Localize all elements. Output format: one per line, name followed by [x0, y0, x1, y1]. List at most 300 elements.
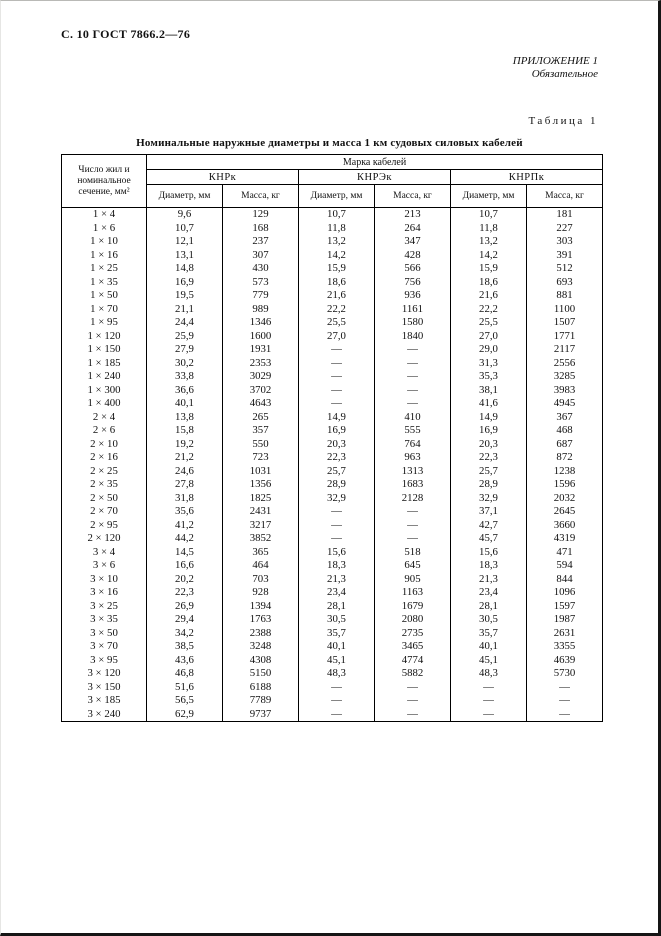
- cell-mass: 213: [375, 208, 451, 222]
- cell-diameter: 13,1: [147, 249, 223, 263]
- cell-mass: 1580: [375, 316, 451, 330]
- cell-cores-section: 3 × 185: [62, 694, 147, 708]
- cell-diameter: 16,9: [147, 276, 223, 290]
- cell-mass: 687: [527, 438, 603, 452]
- cell-cores-section: 2 × 4: [62, 411, 147, 425]
- cell-diameter: 13,2: [299, 235, 375, 249]
- table-row: [62, 289, 603, 303]
- cell-mass: 264: [375, 222, 451, 236]
- cell-mass: 7789: [223, 694, 299, 708]
- cell-mass: 1238: [527, 465, 603, 479]
- table-row: [62, 532, 603, 546]
- cell-diameter: 35,7: [451, 627, 527, 641]
- cell-mass: —: [375, 343, 451, 357]
- cell-diameter: 46,8: [147, 667, 223, 681]
- header-diameter-knrpk: Диаметр, мм: [451, 185, 527, 208]
- table-row: [62, 478, 603, 492]
- table-row: [62, 694, 603, 708]
- cell-mass: 168: [223, 222, 299, 236]
- cell-mass: 410: [375, 411, 451, 425]
- table-row: [62, 573, 603, 587]
- cell-mass: 936: [375, 289, 451, 303]
- cell-mass: —: [375, 397, 451, 411]
- cell-diameter: 11,8: [299, 222, 375, 236]
- cell-mass: —: [375, 519, 451, 533]
- table-row: [62, 546, 603, 560]
- cell-diameter: 21,6: [299, 289, 375, 303]
- cell-mass: 928: [223, 586, 299, 600]
- cell-mass: 1346: [223, 316, 299, 330]
- header-brand-group: Марка кабелей: [147, 155, 603, 170]
- cell-diameter: 22,3: [451, 451, 527, 465]
- cell-mass: 3660: [527, 519, 603, 533]
- cell-mass: 430: [223, 262, 299, 276]
- cable-data-table: [61, 154, 603, 722]
- cell-cores-section: 2 × 70: [62, 505, 147, 519]
- cell-diameter: 48,3: [299, 667, 375, 681]
- cell-cores-section: 1 × 35: [62, 276, 147, 290]
- header-mass-knrpk: Масса, кг: [527, 185, 603, 208]
- cell-mass: —: [527, 708, 603, 722]
- cell-diameter: 33,8: [147, 370, 223, 384]
- cell-mass: —: [375, 532, 451, 546]
- cell-mass: —: [375, 357, 451, 371]
- cell-mass: 2032: [527, 492, 603, 506]
- table-row: [62, 276, 603, 290]
- cell-diameter: 14,2: [299, 249, 375, 263]
- cell-diameter: 27,0: [299, 330, 375, 344]
- cell-cores-section: 2 × 35: [62, 478, 147, 492]
- cell-diameter: 14,9: [451, 411, 527, 425]
- cell-mass: —: [375, 370, 451, 384]
- cell-mass: 2645: [527, 505, 603, 519]
- table-row: [62, 303, 603, 317]
- table-row: [62, 505, 603, 519]
- table-row: [62, 613, 603, 627]
- cell-diameter: 25,7: [299, 465, 375, 479]
- cell-diameter: 13,8: [147, 411, 223, 425]
- cell-diameter: 15,6: [299, 546, 375, 560]
- cell-diameter: 22,2: [451, 303, 527, 317]
- cell-mass: 756: [375, 276, 451, 290]
- cell-diameter: 29,4: [147, 613, 223, 627]
- cell-cores-section: 3 × 6: [62, 559, 147, 573]
- cell-diameter: 19,5: [147, 289, 223, 303]
- cell-mass: 3355: [527, 640, 603, 654]
- cell-diameter: 16,9: [451, 424, 527, 438]
- header-row-group: [62, 155, 603, 170]
- cell-mass: 518: [375, 546, 451, 560]
- cell-mass: 471: [527, 546, 603, 560]
- cell-cores-section: 1 × 240: [62, 370, 147, 384]
- cell-cores-section: 3 × 10: [62, 573, 147, 587]
- cell-mass: 550: [223, 438, 299, 452]
- table-row: [62, 357, 603, 371]
- cell-mass: 905: [375, 573, 451, 587]
- cell-diameter: 35,7: [299, 627, 375, 641]
- cell-mass: 594: [527, 559, 603, 573]
- cell-mass: 566: [375, 262, 451, 276]
- cell-mass: 1163: [375, 586, 451, 600]
- table-row: [62, 330, 603, 344]
- cell-mass: 512: [527, 262, 603, 276]
- cell-mass: 6188: [223, 681, 299, 695]
- cell-diameter: 41,6: [451, 397, 527, 411]
- cell-cores-section: 2 × 16: [62, 451, 147, 465]
- cell-diameter: 56,5: [147, 694, 223, 708]
- cell-mass: 4945: [527, 397, 603, 411]
- cell-mass: 357: [223, 424, 299, 438]
- cell-cores-section: 3 × 16: [62, 586, 147, 600]
- cell-diameter: 38,5: [147, 640, 223, 654]
- cell-mass: 872: [527, 451, 603, 465]
- cell-mass: 1507: [527, 316, 603, 330]
- cell-cores-section: 1 × 300: [62, 384, 147, 398]
- cell-diameter: 26,9: [147, 600, 223, 614]
- cell-diameter: 31,3: [451, 357, 527, 371]
- cell-cores-section: 2 × 95: [62, 519, 147, 533]
- cell-mass: 391: [527, 249, 603, 263]
- cell-mass: 4319: [527, 532, 603, 546]
- cell-diameter: —: [299, 370, 375, 384]
- cell-diameter: 15,9: [451, 262, 527, 276]
- cell-diameter: 42,7: [451, 519, 527, 533]
- cell-cores-section: 3 × 50: [62, 627, 147, 641]
- cell-mass: 764: [375, 438, 451, 452]
- header-mass-knrk: Масса, кг: [223, 185, 299, 208]
- cell-mass: —: [527, 681, 603, 695]
- cell-diameter: 20,2: [147, 573, 223, 587]
- cell-diameter: 45,1: [299, 654, 375, 668]
- cell-mass: 693: [527, 276, 603, 290]
- cell-mass: 1771: [527, 330, 603, 344]
- cell-diameter: 21,3: [451, 573, 527, 587]
- header-mass-knrek: Масса, кг: [375, 185, 451, 208]
- table-row: [62, 654, 603, 668]
- cell-mass: 703: [223, 573, 299, 587]
- table-row: [62, 586, 603, 600]
- cell-diameter: 40,1: [451, 640, 527, 654]
- cell-mass: 844: [527, 573, 603, 587]
- cell-cores-section: 1 × 25: [62, 262, 147, 276]
- cell-mass: 1825: [223, 492, 299, 506]
- cell-mass: 2353: [223, 357, 299, 371]
- cell-diameter: 28,1: [451, 600, 527, 614]
- annex-block: [513, 55, 598, 80]
- cell-diameter: 44,2: [147, 532, 223, 546]
- cell-mass: 307: [223, 249, 299, 263]
- cell-mass: 2556: [527, 357, 603, 371]
- cell-diameter: 37,1: [451, 505, 527, 519]
- cell-diameter: 35,6: [147, 505, 223, 519]
- cell-cores-section: 1 × 16: [62, 249, 147, 263]
- table-row: [62, 667, 603, 681]
- cell-mass: 4639: [527, 654, 603, 668]
- cell-mass: 4774: [375, 654, 451, 668]
- cell-diameter: 25,5: [451, 316, 527, 330]
- cell-mass: 468: [527, 424, 603, 438]
- cell-mass: 1031: [223, 465, 299, 479]
- cell-cores-section: 1 × 185: [62, 357, 147, 371]
- cell-diameter: 21,3: [299, 573, 375, 587]
- cell-mass: 2431: [223, 505, 299, 519]
- cell-diameter: 21,6: [451, 289, 527, 303]
- cell-diameter: 18,3: [299, 559, 375, 573]
- cell-mass: 1600: [223, 330, 299, 344]
- cell-diameter: 21,2: [147, 451, 223, 465]
- cell-mass: 303: [527, 235, 603, 249]
- cell-diameter: 24,4: [147, 316, 223, 330]
- cell-diameter: 10,7: [451, 208, 527, 222]
- cell-diameter: 43,6: [147, 654, 223, 668]
- cell-diameter: 41,2: [147, 519, 223, 533]
- table-title: Номинальные наружные диаметры и масса 1 км судовых силовых кабелей: [136, 137, 523, 149]
- cell-mass: 881: [527, 289, 603, 303]
- cell-diameter: 40,1: [147, 397, 223, 411]
- cell-diameter: 14,2: [451, 249, 527, 263]
- cell-cores-section: 1 × 120: [62, 330, 147, 344]
- cell-diameter: 14,9: [299, 411, 375, 425]
- cell-diameter: 38,1: [451, 384, 527, 398]
- cell-cores-section: 1 × 95: [62, 316, 147, 330]
- cell-mass: 129: [223, 208, 299, 222]
- table-row: [62, 208, 603, 222]
- cell-mass: 3217: [223, 519, 299, 533]
- cell-cores-section: 3 × 120: [62, 667, 147, 681]
- cell-diameter: 18,6: [299, 276, 375, 290]
- table-row: [62, 343, 603, 357]
- cell-mass: 3702: [223, 384, 299, 398]
- table-body: [62, 208, 603, 722]
- table-row: [62, 249, 603, 263]
- cell-diameter: —: [451, 681, 527, 695]
- cell-diameter: 28,1: [299, 600, 375, 614]
- cell-diameter: 25,9: [147, 330, 223, 344]
- cell-mass: 265: [223, 411, 299, 425]
- table-row: [62, 397, 603, 411]
- cell-diameter: 22,3: [147, 586, 223, 600]
- cell-diameter: 25,5: [299, 316, 375, 330]
- cell-diameter: —: [299, 708, 375, 722]
- cell-cores-section: 1 × 50: [62, 289, 147, 303]
- cell-diameter: 18,3: [451, 559, 527, 573]
- cell-diameter: 48,3: [451, 667, 527, 681]
- cell-diameter: 34,2: [147, 627, 223, 641]
- header-brand-knrk: КНРк: [147, 170, 299, 185]
- cell-diameter: —: [299, 343, 375, 357]
- cell-mass: 5882: [375, 667, 451, 681]
- cell-mass: 963: [375, 451, 451, 465]
- cell-diameter: 36,6: [147, 384, 223, 398]
- cell-mass: 1161: [375, 303, 451, 317]
- cell-diameter: 29,0: [451, 343, 527, 357]
- cell-diameter: —: [299, 357, 375, 371]
- cell-diameter: —: [299, 397, 375, 411]
- cell-diameter: —: [299, 694, 375, 708]
- cell-mass: 1987: [527, 613, 603, 627]
- cell-diameter: 14,5: [147, 546, 223, 560]
- cell-mass: 5150: [223, 667, 299, 681]
- cell-cores-section: 2 × 25: [62, 465, 147, 479]
- cell-mass: 428: [375, 249, 451, 263]
- cell-mass: —: [375, 681, 451, 695]
- cell-cores-section: 2 × 50: [62, 492, 147, 506]
- cell-diameter: 40,1: [299, 640, 375, 654]
- table-label: Таблица 1: [528, 115, 598, 127]
- table-row: [62, 519, 603, 533]
- cell-mass: 555: [375, 424, 451, 438]
- page-header: С. 10 ГОСТ 7866.2—76: [61, 27, 191, 41]
- cell-mass: 1931: [223, 343, 299, 357]
- cell-diameter: 11,8: [451, 222, 527, 236]
- annex-title: ПРИЛОЖЕНИЕ 1: [512, 55, 598, 67]
- cell-diameter: 31,8: [147, 492, 223, 506]
- table-row: [62, 451, 603, 465]
- cell-diameter: 28,9: [451, 478, 527, 492]
- cell-diameter: 62,9: [147, 708, 223, 722]
- cell-diameter: 15,6: [451, 546, 527, 560]
- cell-diameter: 32,9: [299, 492, 375, 506]
- cell-diameter: 27,0: [451, 330, 527, 344]
- cell-cores-section: 1 × 150: [62, 343, 147, 357]
- cell-mass: 1313: [375, 465, 451, 479]
- cell-mass: 2631: [527, 627, 603, 641]
- cell-cores-section: 3 × 70: [62, 640, 147, 654]
- cell-diameter: 22,2: [299, 303, 375, 317]
- cell-diameter: 23,4: [299, 586, 375, 600]
- cell-diameter: 10,7: [147, 222, 223, 236]
- cell-diameter: 20,3: [451, 438, 527, 452]
- cell-diameter: 21,1: [147, 303, 223, 317]
- table-row: [62, 600, 603, 614]
- table-row: [62, 492, 603, 506]
- cell-diameter: 18,6: [451, 276, 527, 290]
- cell-mass: 573: [223, 276, 299, 290]
- cell-diameter: 16,9: [299, 424, 375, 438]
- cell-diameter: 30,5: [299, 613, 375, 627]
- cell-cores-section: 2 × 10: [62, 438, 147, 452]
- cell-cores-section: 3 × 150: [62, 681, 147, 695]
- cell-mass: 3983: [527, 384, 603, 398]
- cell-diameter: 27,8: [147, 478, 223, 492]
- cell-mass: 9737: [223, 708, 299, 722]
- cell-diameter: 25,7: [451, 465, 527, 479]
- cell-diameter: —: [299, 519, 375, 533]
- cell-mass: 989: [223, 303, 299, 317]
- header-diameter-knrk: Диаметр, мм: [147, 185, 223, 208]
- cell-mass: 723: [223, 451, 299, 465]
- cell-mass: 645: [375, 559, 451, 573]
- cell-diameter: 30,2: [147, 357, 223, 371]
- header-brand-knrek: КНРЭк: [299, 170, 451, 185]
- cell-diameter: 13,2: [451, 235, 527, 249]
- table-row: [62, 640, 603, 654]
- cell-cores-section: 3 × 25: [62, 600, 147, 614]
- cell-mass: —: [375, 384, 451, 398]
- cell-cores-section: 3 × 95: [62, 654, 147, 668]
- cell-diameter: —: [451, 694, 527, 708]
- cell-diameter: 35,3: [451, 370, 527, 384]
- cell-mass: —: [375, 708, 451, 722]
- cell-diameter: —: [451, 708, 527, 722]
- table-row: [62, 708, 603, 722]
- cell-diameter: —: [299, 505, 375, 519]
- cell-diameter: 10,7: [299, 208, 375, 222]
- cell-cores-section: 1 × 70: [62, 303, 147, 317]
- table-row: [62, 411, 603, 425]
- cell-cores-section: 3 × 240: [62, 708, 147, 722]
- table-row: [62, 316, 603, 330]
- table-row: [62, 438, 603, 452]
- table-row: [62, 222, 603, 236]
- cell-mass: 2388: [223, 627, 299, 641]
- cell-mass: —: [527, 694, 603, 708]
- cell-diameter: 22,3: [299, 451, 375, 465]
- cell-mass: 367: [527, 411, 603, 425]
- cell-diameter: 45,7: [451, 532, 527, 546]
- cell-mass: 2735: [375, 627, 451, 641]
- header-brand-knrpk: КНРПк: [451, 170, 603, 185]
- cell-cores-section: 1 × 400: [62, 397, 147, 411]
- cell-mass: 464: [223, 559, 299, 573]
- cell-mass: 3285: [527, 370, 603, 384]
- cell-mass: 3248: [223, 640, 299, 654]
- cell-mass: 1100: [527, 303, 603, 317]
- cell-diameter: 12,1: [147, 235, 223, 249]
- table-row: [62, 559, 603, 573]
- cell-diameter: 15,8: [147, 424, 223, 438]
- cell-cores-section: 2 × 120: [62, 532, 147, 546]
- cell-cores-section: 3 × 4: [62, 546, 147, 560]
- table-row: [62, 262, 603, 276]
- cell-mass: 3465: [375, 640, 451, 654]
- cell-mass: 4643: [223, 397, 299, 411]
- cell-mass: 1356: [223, 478, 299, 492]
- table-row: [62, 681, 603, 695]
- annex-subtitle: Обязательное: [531, 67, 598, 80]
- cell-mass: —: [375, 505, 451, 519]
- cell-diameter: —: [299, 384, 375, 398]
- cell-mass: 2080: [375, 613, 451, 627]
- cell-cores-section: 1 × 6: [62, 222, 147, 236]
- cell-mass: 1840: [375, 330, 451, 344]
- cell-mass: 347: [375, 235, 451, 249]
- cell-diameter: 51,6: [147, 681, 223, 695]
- header-diameter-knrek: Диаметр, мм: [299, 185, 375, 208]
- cell-mass: 1679: [375, 600, 451, 614]
- cell-mass: 237: [223, 235, 299, 249]
- cell-diameter: —: [299, 681, 375, 695]
- cell-diameter: 28,9: [299, 478, 375, 492]
- cell-mass: 1683: [375, 478, 451, 492]
- cell-mass: 1596: [527, 478, 603, 492]
- cell-diameter: 14,8: [147, 262, 223, 276]
- cell-mass: 1763: [223, 613, 299, 627]
- cell-cores-section: 3 × 35: [62, 613, 147, 627]
- table-row: [62, 384, 603, 398]
- cell-mass: 3852: [223, 532, 299, 546]
- cell-cores-section: 2 × 6: [62, 424, 147, 438]
- table-row: [62, 235, 603, 249]
- cell-mass: —: [375, 694, 451, 708]
- cell-diameter: 27,9: [147, 343, 223, 357]
- cell-mass: 779: [223, 289, 299, 303]
- cell-mass: 1394: [223, 600, 299, 614]
- cell-cores-section: 1 × 10: [62, 235, 147, 249]
- cell-diameter: 15,9: [299, 262, 375, 276]
- cell-mass: 1597: [527, 600, 603, 614]
- cell-mass: 181: [527, 208, 603, 222]
